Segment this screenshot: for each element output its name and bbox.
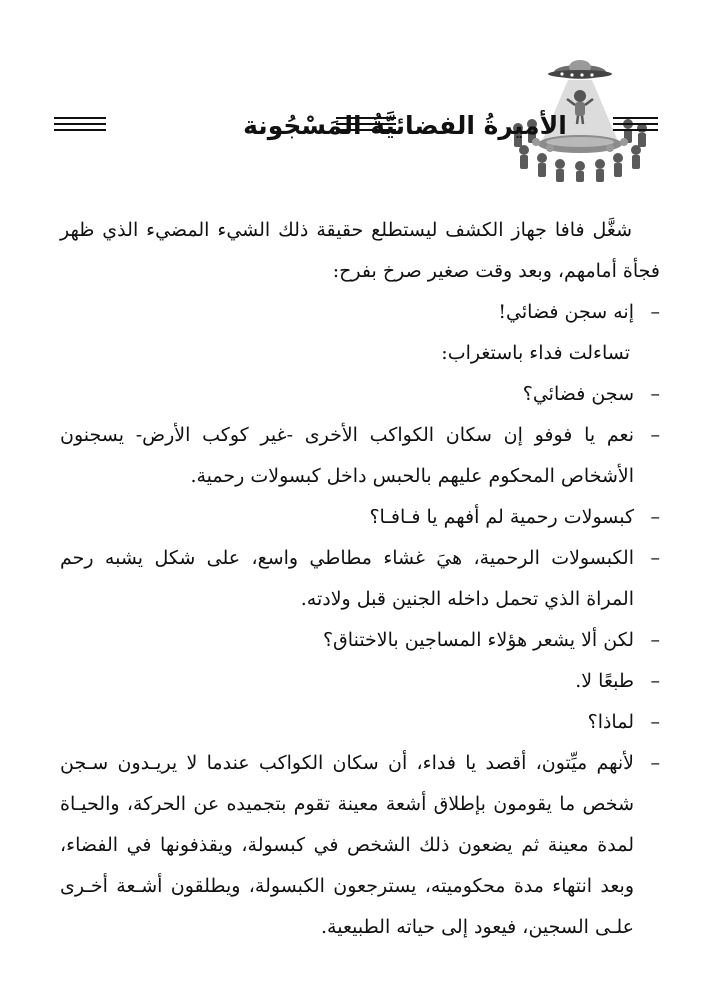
story-text [60,210,660,948]
dialogue-line: – لأنهم ميِّتون، أقصد يا فداء، أن سكان الكواكب عندما لا يريـدون سـجن شخص ما يقومون بإطلاق أشعة معينة تقوم بتجميده عن الحركة، والحيـاة لمدة معينة ثم يضعون ذلك الشخص في كبسولة، ويقذفونها في الفضاء، وبعد انتهاء مدة محكوميته، يسترجعون الكبسولة، ويطلقون أشـعة أخـرى علـى السجين، فيعود إلى حياته الطبيعية. [60,743,660,948]
paragraph: شغَّل فافا جهاز الكشف ليستطلع حقيقة ذلك الشيء المضيء الذي ظهر فجأة أمامهم، وبعد وقت صغير صرخ بفرح: [60,219,660,282]
dialogue-line: – لماذا؟ [60,702,660,743]
dialogue-line: – الكبسولات الرحمية، هيَ غشاء مطاطي واسع، على شكل يشبه رحم المراة الذي تحمل داخله الجنين قبل ولادته. [60,538,660,620]
dialogue-line: – طبعًا لا. [60,661,660,702]
chapter-header [0,58,720,188]
title-row [50,102,660,152]
dialogue-line: – نعم يا فوفو إن سكان الكواكب الأخرى -غير كوكب الأرض- يسجنون الأشخاص المحكوم عليهم بالحبس داخل كبسولات رحمية. [60,415,660,497]
dialogue-line: – سجن فضائي؟ [60,374,660,415]
paragraph: تساءلت فداء باستغراب: [441,342,630,364]
dialogue-line: – لكن ألا يشعر هؤلاء المساجين بالاختناق؟ [60,620,660,661]
dialogue-line: – إنه سجن فضائي! [60,292,660,333]
decorative-rule-left [54,117,106,133]
dialogue-line: – كبسولات رحمية لم أفهم يا فـافـا؟ [60,497,660,538]
chapter-title: الأميرةُ الفضائيَّةُ المَسْجُونة [243,111,567,140]
